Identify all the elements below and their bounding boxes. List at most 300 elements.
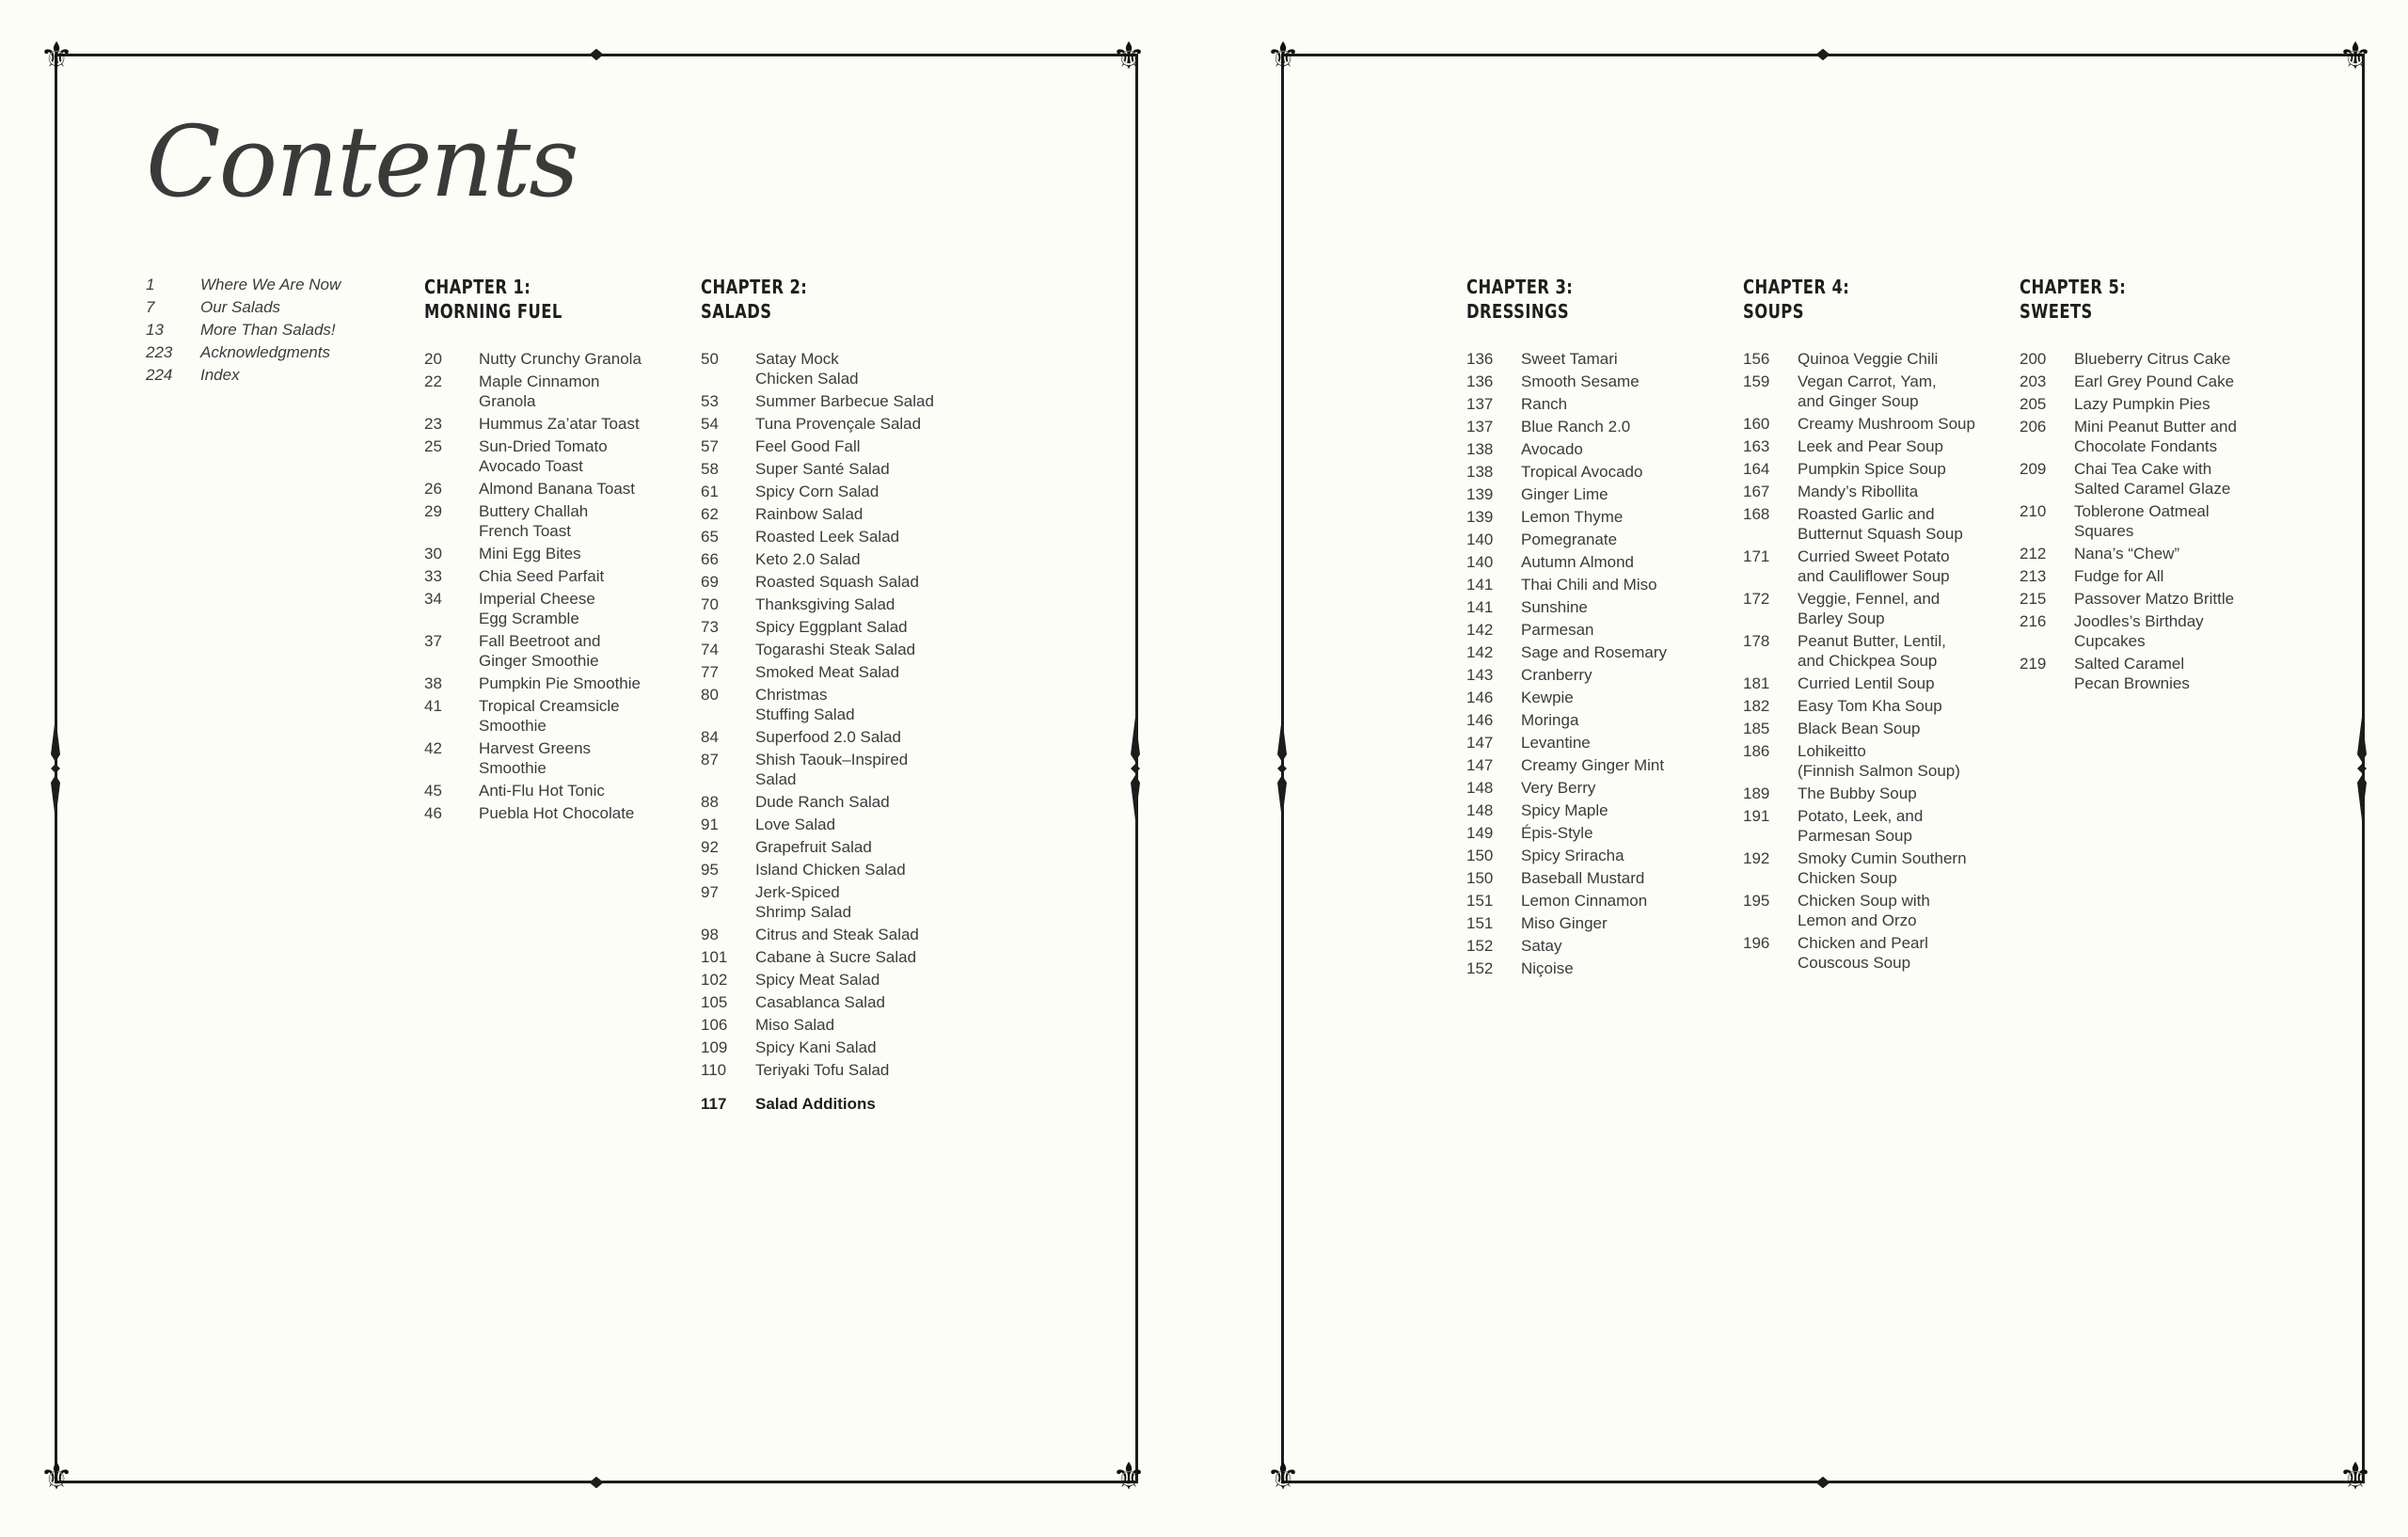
toc-entry[interactable]: [1466, 484, 1730, 504]
fleur-de-lis-icon: ⚜: [1266, 1455, 1300, 1498]
toc-entry[interactable]: [701, 947, 964, 967]
entry-title: Salad Additions: [755, 1095, 876, 1113]
toc-entry[interactable]: [1743, 482, 2006, 501]
toc-entry[interactable]: [2020, 654, 2283, 693]
toc-entry[interactable]: [2020, 349, 2283, 369]
entry-title: Shish Taouk–Inspired Salad: [755, 751, 909, 788]
toc-entry[interactable]: [424, 566, 688, 586]
toc-entry[interactable]: [1466, 823, 1730, 843]
page-number: 33: [424, 567, 442, 585]
fleur-de-lis-icon: ⚜: [2338, 35, 2372, 78]
entry-title: Veggie, Fennel, and Barley Soup: [1798, 590, 1941, 627]
toc-entry[interactable]: [424, 501, 688, 541]
toc-entry[interactable]: [701, 882, 964, 922]
page-number: 167: [1743, 483, 1770, 500]
toc-entry[interactable]: [1466, 372, 1730, 391]
toc-entry[interactable]: [1466, 665, 1730, 685]
page-number: 25: [424, 437, 442, 455]
page-number: 148: [1466, 801, 1494, 819]
toc-entry[interactable]: [701, 792, 964, 812]
entry-title: Almond Banana Toast: [479, 480, 636, 498]
entry-title: Rainbow Salad: [755, 505, 863, 523]
chapter-heading: [701, 275, 917, 324]
toc-entry[interactable]: [1466, 800, 1730, 820]
entry-title: Vegan Carrot, Yam, and Ginger Soup: [1798, 372, 1937, 410]
page-number: 140: [1466, 553, 1494, 571]
toc-entry[interactable]: [2020, 372, 2283, 391]
entry-title: Smoked Meat Salad: [755, 663, 900, 681]
toc-entry[interactable]: [424, 696, 688, 736]
entry-title: Chicken Soup with Lemon and Orzo: [1798, 892, 1930, 929]
toc-entry[interactable]: [701, 504, 964, 524]
toc-entry[interactable]: [701, 925, 964, 944]
entry-title: Nana’s “Chew”: [2074, 545, 2180, 563]
toc-entry[interactable]: [701, 414, 964, 434]
page-number: 159: [1743, 372, 1770, 390]
entry-title: Fall Beetroot and Ginger Smoothie: [479, 632, 601, 670]
toc-entry[interactable]: [1466, 868, 1730, 888]
page-number: 13: [146, 321, 164, 339]
toc-entry[interactable]: [1743, 436, 2006, 456]
toc-entry[interactable]: [1466, 936, 1730, 956]
page-number: 7: [146, 298, 155, 316]
toc-entry[interactable]: [2020, 544, 2283, 563]
page-number: 136: [1466, 350, 1494, 368]
page-number: 203: [2020, 372, 2047, 390]
entry-title: Curried Lentil Soup: [1798, 674, 1935, 692]
page-number: 151: [1466, 914, 1494, 932]
toc-entry[interactable]: [1466, 755, 1730, 775]
toc-entry[interactable]: [701, 640, 964, 659]
border-flourish-icon: [568, 1477, 625, 1488]
front-matter-list: [146, 275, 381, 388]
toc-entry[interactable]: [1466, 349, 1730, 369]
chapter-number: CHAPTER 4:: [1743, 276, 1850, 298]
page-number: 185: [1743, 720, 1770, 737]
toc-entry[interactable]: [1743, 806, 2006, 846]
page-number: 41: [424, 697, 442, 715]
entry-title: Mini Egg Bites: [479, 545, 581, 563]
page-number: 109: [701, 1038, 728, 1056]
page-number: 192: [1743, 849, 1770, 867]
entry-title: Leek and Pear Soup: [1798, 437, 1944, 455]
toc-entry[interactable]: [1743, 933, 2006, 973]
page-number: 139: [1466, 485, 1494, 503]
toc-entry[interactable]: [701, 992, 964, 1012]
entry-title: Lemon Thyme: [1521, 508, 1624, 526]
toc-entry[interactable]: [701, 549, 964, 569]
toc-entry[interactable]: [1466, 462, 1730, 482]
toc-entry[interactable]: [424, 414, 688, 434]
toc-entry[interactable]: [424, 631, 688, 671]
page-number: 205: [2020, 395, 2047, 413]
page-number: 206: [2020, 418, 2047, 436]
fleur-de-lis-icon: ⚜: [40, 35, 73, 78]
toc-entry[interactable]: [1743, 891, 2006, 930]
toc-entry[interactable]: [1466, 597, 1730, 617]
entry-title: Index: [200, 366, 240, 384]
page-number: 50: [701, 350, 719, 368]
page-number: 46: [424, 804, 442, 822]
toc-entry[interactable]: [701, 1060, 964, 1080]
entry-title: Hummus Za’atar Toast: [479, 415, 640, 433]
entry-title: Maple Cinnamon Granola: [479, 372, 600, 410]
page-number: 189: [1743, 784, 1770, 802]
toc-entry[interactable]: [146, 365, 381, 385]
page-number: 152: [1466, 937, 1494, 955]
toc-entry[interactable]: [1466, 552, 1730, 572]
toc-entry[interactable]: [1743, 372, 2006, 411]
page-number: 152: [1466, 959, 1494, 977]
entry-title: Ranch: [1521, 395, 1568, 413]
page-number: 149: [1466, 824, 1494, 842]
chapter-name: SWEETS: [2020, 300, 2093, 323]
page-number: 77: [701, 663, 719, 681]
page-number: 150: [1466, 869, 1494, 887]
entry-title: Teriyaki Tofu Salad: [755, 1061, 890, 1079]
page-number: 141: [1466, 576, 1494, 594]
entry-title: Pumpkin Pie Smoothie: [479, 674, 641, 692]
entry-title: Épis-Style: [1521, 824, 1593, 842]
toc-entry[interactable]: [1466, 846, 1730, 865]
toc-entry[interactable]: [1466, 913, 1730, 933]
toc-entry[interactable]: [1466, 507, 1730, 527]
toc-entry[interactable]: [424, 372, 688, 411]
page-number: 143: [1466, 666, 1494, 684]
toc-entry[interactable]: [701, 459, 964, 479]
chapter-number: CHAPTER 1:: [424, 276, 531, 298]
entry-title: Curried Sweet Potato and Cauliflower Soup: [1798, 547, 1950, 585]
chapter-name: SOUPS: [1743, 300, 1804, 323]
page-number: 215: [2020, 590, 2047, 608]
toc-entry[interactable]: [424, 436, 688, 476]
toc-entry[interactable]: [701, 391, 964, 411]
page-number: 98: [701, 926, 719, 943]
border-flourish-icon: [568, 49, 625, 60]
toc-entry[interactable]: [424, 479, 688, 499]
page-number: 91: [701, 816, 719, 833]
entry-title: Harvest Greens Smoothie: [479, 739, 592, 777]
entry-title: Love Salad: [755, 816, 836, 833]
page-number: 69: [701, 573, 719, 591]
toc-entry[interactable]: [701, 837, 964, 857]
toc-entry[interactable]: [146, 275, 381, 294]
entry-title: Blue Ranch 2.0: [1521, 418, 1631, 436]
page-number: 147: [1466, 756, 1494, 774]
page-number: 141: [1466, 598, 1494, 616]
page-number: 142: [1466, 621, 1494, 639]
toc-entry[interactable]: [1743, 741, 2006, 781]
entry-title: Dude Ranch Salad: [755, 793, 890, 811]
toc-entry[interactable]: [146, 297, 381, 317]
toc-entry[interactable]: [2020, 566, 2283, 586]
page-number: 200: [2020, 350, 2047, 368]
entry-title: Salted Caramel Pecan Brownies: [2074, 655, 2190, 692]
page-number: 88: [701, 793, 719, 811]
page-number: 80: [701, 686, 719, 704]
page-number: 219: [2020, 655, 2047, 673]
entry-title: Peanut Butter, Lentil, and Chickpea Soup: [1798, 632, 1946, 670]
entry-title: Moringa: [1521, 711, 1579, 729]
page-number: 156: [1743, 350, 1770, 368]
toc-entry[interactable]: [424, 349, 688, 369]
fleur-de-lis-icon: ⚜: [1112, 1455, 1146, 1498]
entry-title: Thanksgiving Salad: [755, 595, 895, 613]
toc-entry[interactable]: [701, 860, 964, 879]
toc-entry[interactable]: [424, 589, 688, 628]
page-number: 38: [424, 674, 442, 692]
entry-title: Pomegranate: [1521, 531, 1618, 548]
page-number: 212: [2020, 545, 2047, 563]
page-number: 137: [1466, 418, 1494, 436]
toc-entry[interactable]: [701, 617, 964, 637]
entry-title: Spicy Corn Salad: [755, 483, 879, 500]
page-number: 45: [424, 782, 442, 800]
page-number: 101: [701, 948, 728, 966]
toc-entry[interactable]: [424, 544, 688, 563]
entry-title: Sunshine: [1521, 598, 1588, 616]
border-flourish-icon: [49, 717, 62, 820]
page-number: 186: [1743, 742, 1770, 760]
entry-title: Feel Good Fall: [755, 437, 861, 455]
chapter-heading: [2020, 275, 2236, 324]
entry-title: Satay: [1521, 937, 1562, 955]
chapter-heading: [1743, 275, 1959, 324]
toc-entry[interactable]: [701, 750, 964, 789]
page-number: 22: [424, 372, 442, 390]
entry-title: Anti-Flu Hot Tonic: [479, 782, 605, 800]
toc-entry[interactable]: [1466, 733, 1730, 753]
chapter-number: CHAPTER 5:: [2020, 276, 2127, 298]
entry-title: More Than Salads!: [200, 321, 336, 339]
toc-entry[interactable]: [701, 662, 964, 682]
entry-title: Cabane à Sucre Salad: [755, 948, 917, 966]
page-number: 172: [1743, 590, 1770, 608]
toc-entry[interactable]: [701, 1015, 964, 1035]
entry-title: Smoky Cumin Southern Chicken Soup: [1798, 849, 1967, 887]
toc-entry[interactable]: [424, 738, 688, 778]
chapter-name: SALADS: [701, 300, 772, 323]
page-number: 97: [701, 883, 719, 901]
entry-title: Lemon Cinnamon: [1521, 892, 1648, 910]
toc-entry[interactable]: [2020, 394, 2283, 414]
toc-entry[interactable]: [1743, 719, 2006, 738]
toc-entry[interactable]: [701, 727, 964, 747]
page-number: 140: [1466, 531, 1494, 548]
toc-entry[interactable]: [1743, 631, 2006, 671]
toc-entry[interactable]: [1743, 414, 2006, 434]
border-flourish-icon: [2355, 717, 2368, 820]
toc-entry[interactable]: [701, 482, 964, 501]
toc-entry[interactable]: [1466, 778, 1730, 798]
entry-title: Toblerone Oatmeal Squares: [2074, 502, 2210, 540]
page-number: 95: [701, 861, 719, 879]
fleur-de-lis-icon: ⚜: [1112, 35, 1146, 78]
entry-title: Christmas Stuffing Salad: [755, 686, 855, 723]
entry-title: Passover Matzo Brittle: [2074, 590, 2235, 608]
entry-title: Our Salads: [200, 298, 281, 316]
toc-entry[interactable]: [701, 970, 964, 990]
toc-entry[interactable]: [1466, 620, 1730, 640]
toc-entry[interactable]: [1466, 439, 1730, 459]
page-number: 150: [1466, 847, 1494, 864]
border-flourish-icon: [1795, 1477, 1851, 1488]
toc-entry[interactable]: [1743, 459, 2006, 479]
entry-title: Spicy Meat Salad: [755, 971, 880, 989]
entry-title: Potato, Leek, and Parmesan Soup: [1798, 807, 1924, 845]
fleur-de-lis-icon: ⚜: [2338, 1455, 2372, 1498]
entry-title: Spicy Kani Salad: [755, 1038, 877, 1056]
entry-title: Joodles’s Birthday Cupcakes: [2074, 612, 2204, 650]
entry-title: The Bubby Soup: [1798, 784, 1917, 802]
entry-title: Buttery Challah French Toast: [479, 502, 589, 540]
toc-entry[interactable]: [1466, 530, 1730, 549]
entry-title: Island Chicken Salad: [755, 861, 906, 879]
page-number: 105: [701, 993, 728, 1011]
page-number: 74: [701, 641, 719, 658]
toc-entry[interactable]: [424, 803, 688, 823]
page-number: 213: [2020, 567, 2047, 585]
toc-entry[interactable]: [146, 342, 381, 362]
page-number: 224: [146, 366, 173, 384]
toc-entry[interactable]: [701, 349, 964, 388]
page-number: 84: [701, 728, 719, 746]
entry-title: Sweet Tamari: [1521, 350, 1618, 368]
entry-title: Creamy Mushroom Soup: [1798, 415, 1975, 433]
page-number: 138: [1466, 463, 1494, 481]
page-number: 42: [424, 739, 442, 757]
toc-entry[interactable]: [2020, 589, 2283, 609]
chapter-4-column: [1743, 275, 2006, 975]
entry-title: Jerk-Spiced Shrimp Salad: [755, 883, 852, 921]
toc-entry[interactable]: [1743, 589, 2006, 628]
entry-title: Roasted Squash Salad: [755, 573, 919, 591]
page-number: 37: [424, 632, 442, 650]
toc-entry[interactable]: [1466, 394, 1730, 414]
page-number: 34: [424, 590, 442, 608]
toc-entry[interactable]: [1743, 848, 2006, 888]
toc-entry[interactable]: [701, 527, 964, 547]
toc-entry[interactable]: [1743, 673, 2006, 693]
entry-title: Thai Chili and Miso: [1521, 576, 1657, 594]
toc-entry[interactable]: [1743, 504, 2006, 544]
toc-entry[interactable]: [2020, 611, 2283, 651]
toc-entry[interactable]: [1743, 547, 2006, 586]
toc-entry[interactable]: [1466, 710, 1730, 730]
page-number: 146: [1466, 689, 1494, 706]
toc-entry[interactable]: [2020, 501, 2283, 541]
page-number: 54: [701, 415, 719, 433]
entry-title: Puebla Hot Chocolate: [479, 804, 635, 822]
page-number: 216: [2020, 612, 2047, 630]
toc-entry[interactable]: [2020, 417, 2283, 456]
entry-title: Ginger Lime: [1521, 485, 1608, 503]
toc-entry[interactable]: [1466, 959, 1730, 978]
page-number: 209: [2020, 460, 2047, 478]
page-number: 70: [701, 595, 719, 613]
entry-title: Cranberry: [1521, 666, 1592, 684]
entry-title: Autumn Almond: [1521, 553, 1635, 571]
entry-title: Chai Tea Cake with Salted Caramel Glaze: [2074, 460, 2231, 498]
entry-title: Where We Are Now: [200, 276, 341, 293]
page-number: 66: [701, 550, 719, 568]
toc-entry[interactable]: [701, 815, 964, 834]
page-number: 191: [1743, 807, 1770, 825]
entry-title: Tropical Avocado: [1521, 463, 1643, 481]
page-number: 26: [424, 480, 442, 498]
entry-title: Sun-Dried Tomato Avocado Toast: [479, 437, 608, 475]
entry-title: Super Santé Salad: [755, 460, 890, 478]
toc-entry[interactable]: [1743, 349, 2006, 369]
page-number: 92: [701, 838, 719, 856]
toc-entry[interactable]: [1743, 696, 2006, 716]
toc-entry[interactable]: [701, 685, 964, 724]
toc-entry[interactable]: [146, 320, 381, 340]
page-number: 210: [2020, 502, 2047, 520]
entry-title: Chia Seed Parfait: [479, 567, 605, 585]
toc-entry[interactable]: [424, 673, 688, 693]
toc-entry[interactable]: [2020, 459, 2283, 499]
page-number: 151: [1466, 892, 1494, 910]
toc-entry[interactable]: [701, 594, 964, 614]
toc-entry[interactable]: [1466, 575, 1730, 594]
entry-title: Imperial Cheese Egg Scramble: [479, 590, 595, 627]
page-number: 23: [424, 415, 442, 433]
page-number: 102: [701, 971, 728, 989]
chapter-2-column: [701, 275, 964, 1117]
page-number: 61: [701, 483, 719, 500]
entry-title: Keto 2.0 Salad: [755, 550, 861, 568]
entry-title: Grapefruit Salad: [755, 838, 872, 856]
page-number: 57: [701, 437, 719, 455]
entry-title: Tuna Provençale Salad: [755, 415, 922, 433]
page-number: 138: [1466, 440, 1494, 458]
page-number: 117: [701, 1095, 727, 1113]
page-number: 146: [1466, 711, 1494, 729]
entry-title: Very Berry: [1521, 779, 1596, 797]
border-flourish-icon: [1275, 717, 1289, 820]
entry-title: Avocado: [1521, 440, 1583, 458]
entry-title: Easy Tom Kha Soup: [1798, 697, 1942, 715]
toc-entry[interactable]: [1466, 688, 1730, 707]
entry-title: Lohikeitto (Finnish Salmon Soup): [1798, 742, 1960, 780]
toc-entry[interactable]: [701, 572, 964, 592]
page-number: 196: [1743, 934, 1770, 952]
entry-title: Smooth Sesame: [1521, 372, 1640, 390]
entry-title: Quinoa Veggie Chili: [1798, 350, 1939, 368]
toc-entry[interactable]: [1466, 642, 1730, 662]
toc-entry[interactable]: [701, 436, 964, 456]
entry-title: Black Bean Soup: [1798, 720, 1921, 737]
toc-entry[interactable]: [701, 1094, 964, 1114]
toc-entry[interactable]: [701, 1038, 964, 1057]
toc-entry[interactable]: [1466, 891, 1730, 911]
page-number: 160: [1743, 415, 1770, 433]
page-number: 106: [701, 1016, 728, 1034]
entry-title: Miso Salad: [755, 1016, 835, 1034]
entry-title: Creamy Ginger Mint: [1521, 756, 1665, 774]
toc-entry[interactable]: [1743, 784, 2006, 803]
page-title: Contents: [146, 104, 578, 219]
chapter-number: CHAPTER 3:: [1466, 276, 1574, 298]
entry-title: Mandy’s Ribollita: [1798, 483, 1919, 500]
entry-title: Roasted Leek Salad: [755, 528, 900, 546]
chapter-3-column: [1466, 275, 1730, 981]
toc-entry[interactable]: [424, 781, 688, 800]
page-number: 58: [701, 460, 719, 478]
page-number: 178: [1743, 632, 1770, 650]
toc-entry[interactable]: [1466, 417, 1730, 436]
